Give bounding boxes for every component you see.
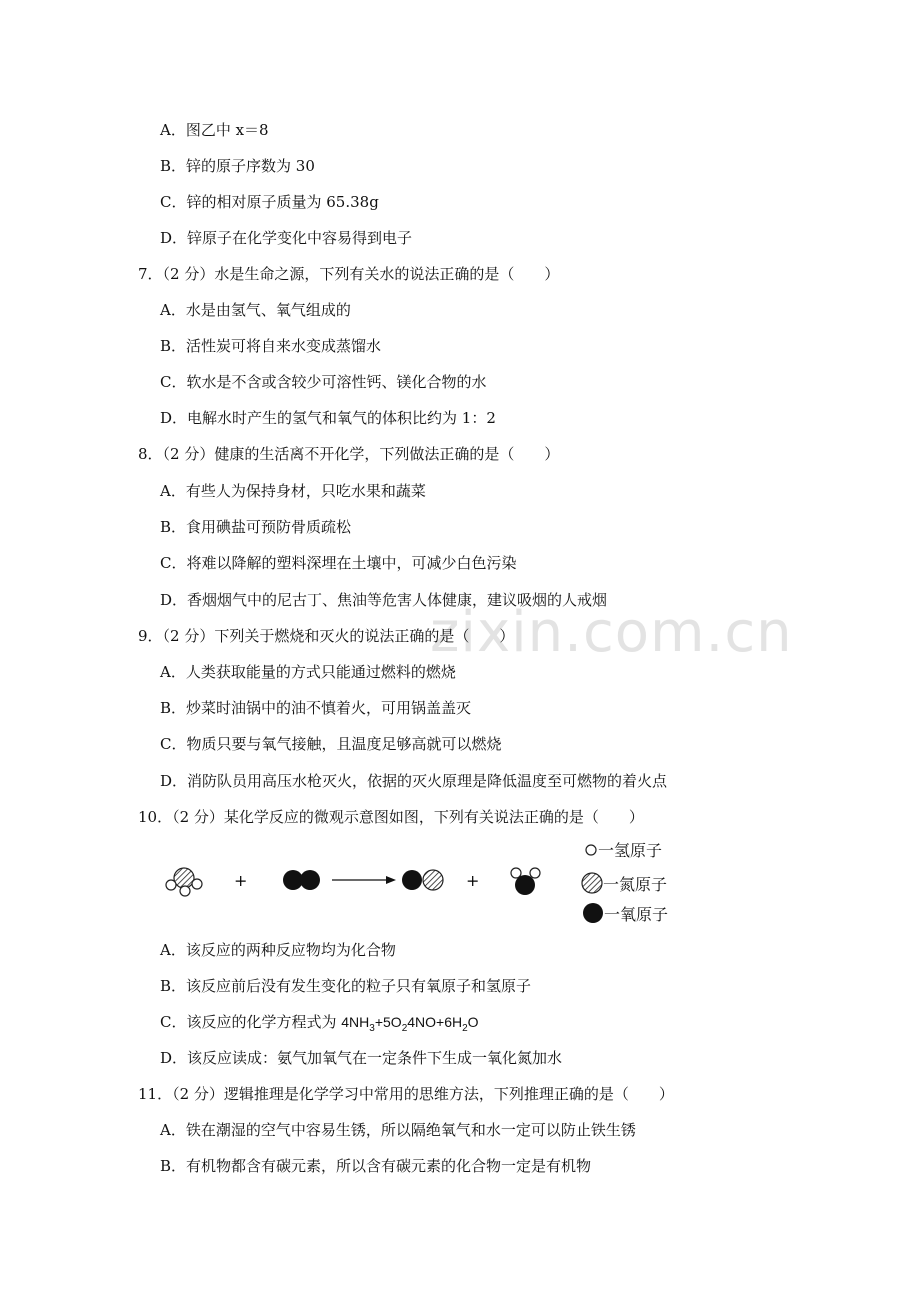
q9-option-b: B．炒菜时油锅中的油不慎着火，可用锅盖盖灭 bbox=[160, 699, 472, 717]
q6-option-d: D．锌原子在化学变化中容易得到电子 bbox=[160, 229, 413, 247]
q7-option-b: B．活性炭可将自来水变成蒸馏水 bbox=[160, 337, 382, 355]
legend-nitrogen-label: 一氮原子 bbox=[603, 875, 668, 894]
q7-option-a: A．水是由氢气、氧气组成的 bbox=[160, 301, 351, 319]
q8-option-c: C．将难以降解的塑料深埋在土壤中，可减少白色污染 bbox=[160, 554, 517, 572]
q11-option-b: B．有机物都含有碳元素，所以含有碳元素的化合物一定是有机物 bbox=[160, 1157, 592, 1175]
legend bbox=[582, 841, 668, 924]
hydrogen-atom-icon bbox=[586, 845, 596, 855]
q10-option-a: A．该反应的两种反应物均为化合物 bbox=[160, 941, 396, 959]
q8-stem: 8．（2 分）健康的生活离不开化学，下列做法正确的是（ ） bbox=[138, 445, 560, 463]
q10-option-c-prefix: C．该反应的化学方程式为 bbox=[160, 1013, 342, 1031]
plus-sign-1: + bbox=[234, 871, 248, 890]
q6-option-b: B．锌的原子序数为 30 bbox=[160, 157, 315, 175]
legend-hydrogen-label: 一氢原子 bbox=[598, 841, 663, 860]
eq-term-o: +5O bbox=[374, 1014, 402, 1030]
nitric-oxide-molecule-icon bbox=[402, 870, 443, 890]
eq-term-nh: 4NH bbox=[341, 1014, 370, 1030]
q11-stem: 11．（2 分）逻辑推理是化学学习中常用的思维方法，下列推理正确的是（ ） bbox=[138, 1085, 674, 1103]
legend-oxygen-label: 一氧原子 bbox=[604, 905, 669, 924]
reaction-arrow-icon bbox=[332, 876, 396, 884]
chemical-equation bbox=[341, 1014, 479, 1034]
q10-option-d: D．该反应读成：氨气加氧气在一定条件下生成一氧化氮加水 bbox=[160, 1049, 563, 1067]
oxygen-molecule-icon bbox=[283, 870, 320, 890]
q9-option-c: C．物质只要与氧气接触，且温度足够高就可以燃烧 bbox=[160, 735, 502, 753]
eq-term-o-end: O bbox=[467, 1014, 479, 1030]
q8-option-a: A．有些人为保持身材，只吃水果和蔬菜 bbox=[160, 482, 426, 500]
watermark: zixin.com.cn bbox=[430, 600, 793, 665]
q7-option-d: D．电解水时产生的氢气和氧气的体积比约为 1：2 bbox=[160, 409, 496, 427]
q10-option-b: B．该反应前后没有发生变化的粒子只有氧原子和氢原子 bbox=[160, 977, 532, 995]
oxygen-atom-icon bbox=[583, 903, 603, 923]
eq-sub-2b: 2 bbox=[462, 1022, 468, 1034]
plus-sign-2: + bbox=[466, 871, 480, 890]
reaction-diagram bbox=[150, 838, 690, 930]
q9-stem: 9．（2 分）下列关于燃烧和灭火的说法正确的是（ ） bbox=[138, 627, 515, 645]
q9-option-a: A．人类获取能量的方式只能通过燃料的燃烧 bbox=[160, 663, 456, 681]
ammonia-molecule-icon bbox=[166, 868, 202, 896]
eq-term-no-h: 4NO+6H bbox=[407, 1014, 463, 1030]
q8-option-b: B．食用碘盐可预防骨质疏松 bbox=[160, 518, 352, 536]
q9-option-d: D．消防队员用高压水枪灭火，依据的灭火原理是降低温度至可燃物的着火点 bbox=[160, 772, 668, 790]
q10-stem: 10．（2 分）某化学反应的微观示意图如图，下列有关说法正确的是（ ） bbox=[138, 808, 644, 826]
q7-option-c: C．软水是不含或含较少可溶性钙、镁化合物的水 bbox=[160, 373, 487, 391]
water-molecule-icon bbox=[511, 868, 540, 895]
nitrogen-atom-icon bbox=[582, 873, 602, 893]
eq-sub-2a: 2 bbox=[401, 1022, 408, 1034]
eq-sub-3: 3 bbox=[369, 1022, 375, 1034]
q7-stem: 7．（2 分）水是生命之源，下列有关水的说法正确的是（ ） bbox=[138, 265, 560, 283]
q8-option-d: D．香烟烟气中的尼古丁、焦油等危害人体健康，建议吸烟的人戒烟 bbox=[160, 591, 608, 609]
q6-option-c: C．锌的相对原子质量为 65.38g bbox=[160, 193, 379, 211]
q10-option-c bbox=[160, 1012, 479, 1039]
q6-option-a: A．图乙中 x＝8 bbox=[160, 121, 269, 139]
q11-option-a: A．铁在潮湿的空气中容易生锈，所以隔绝氧气和水一定可以防止铁生锈 bbox=[160, 1121, 636, 1139]
